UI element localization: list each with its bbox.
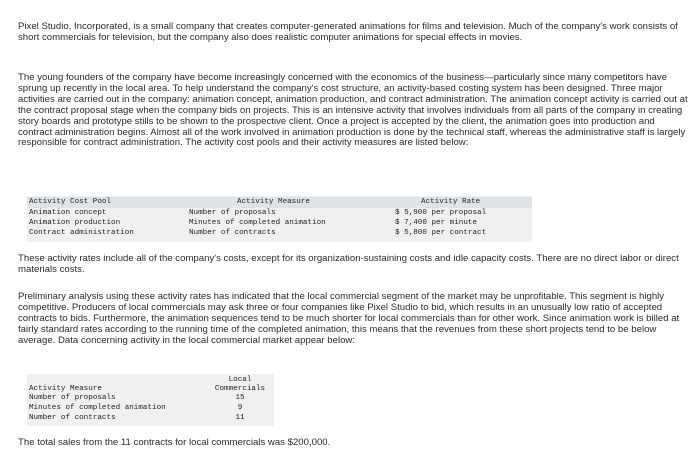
local-commercials-table <box>27 374 274 426</box>
table-header-row <box>27 375 274 384</box>
table-row <box>27 218 532 228</box>
measure-cell: Number of contracts <box>29 414 116 422</box>
header-local: Local <box>228 376 252 384</box>
table-header-row <box>27 197 532 208</box>
rate-cell: $ 5,900 per proposal <box>395 209 487 217</box>
measure-cell: Number of proposals <box>29 394 116 402</box>
table-row <box>27 403 274 412</box>
header-activity-measure: Activity Measure <box>29 385 102 393</box>
analysis-paragraph: Preliminary analysis using these activity rates has indicated that the local commercial segment of the market may be unprofitable. This segment is highly competitive. Producers of local commercials may ask three or four companies like Pixel Studio to bid, which results in an unusually low ratio of accepted contracts to bids. Furthermore, the animation sequences tend to be much shorter for local commercials than for other work. Since animation work is billed at fairly standard rates according to the running time of the completed animation, this means that the revenues from these short projects tend to be below average. Data concerning activity in the local commercial market appear below: <box>18 291 680 346</box>
measure-cell: Minutes of completed animation <box>189 219 326 227</box>
activity-rate-table <box>27 196 532 242</box>
rates-note-paragraph: These activity rates include all of the company's costs, except for its organization-sustaining costs and idle capacity costs. There are no direct labor or direct materials costs. <box>18 253 679 275</box>
header-commercials: Commercials <box>214 385 266 393</box>
intro-paragraph: Pixel Studio, Incorporated, is a small company that creates computer-generated animations for films and television. Much of the company's work consists of short commercials for television, but the company also does realistic computer animations for special effects in movies. <box>18 21 678 43</box>
cost-pool-cell: Contract administration <box>29 229 134 237</box>
header-activity-rate: Activity Rate <box>421 198 481 206</box>
cost-pool-cell: Animation production <box>29 219 121 227</box>
header-activity-measure: Activity Measure <box>237 198 310 206</box>
table-row <box>27 393 274 402</box>
rate-cell: $ 7,400 per minute <box>395 219 478 227</box>
measure-cell: Number of proposals <box>189 209 276 217</box>
background-paragraph: The young founders of the company have become increasingly concerned with the economics of the business—particularly since many competitors have sprung up recently in the local area. To help understand the company's cost structure, an activity-based costing system has been designed. Three major activities are carried out in the company: animation concept, animation production, and contract administration. The animation concept activity is carried out at the contract proposal stage when the company bids on projects. This is an intensive activity that involves individuals from all parts of the company in creating story boards and prototype stills to be shown to the prospective client. Once a project is accepted by the client, the animation goes into production and contract administration begins. Almost all of the work involved in animation production is done by the technical staff, whereas the administrative staff is largely responsible for contract administration. The activity cost pools and their activity measures are listed below: <box>18 72 688 149</box>
header-activity-cost-pool: Activity Cost Pool <box>29 198 112 206</box>
value-cell: 11 <box>235 414 245 422</box>
table-row <box>27 413 274 422</box>
total-sales-paragraph: The total sales from the 11 contracts for local commercials was $200,000. <box>18 437 331 448</box>
table-header-row <box>27 384 274 393</box>
cost-pool-cell: Animation concept <box>29 209 107 217</box>
measure-cell: Minutes of completed animation <box>29 404 166 412</box>
rate-cell: $ 5,800 per contract <box>395 229 487 237</box>
value-cell: 9 <box>237 404 243 412</box>
value-cell: 15 <box>235 394 245 402</box>
measure-cell: Number of contracts <box>189 229 276 237</box>
table-row <box>27 208 532 218</box>
table-row <box>27 228 532 238</box>
